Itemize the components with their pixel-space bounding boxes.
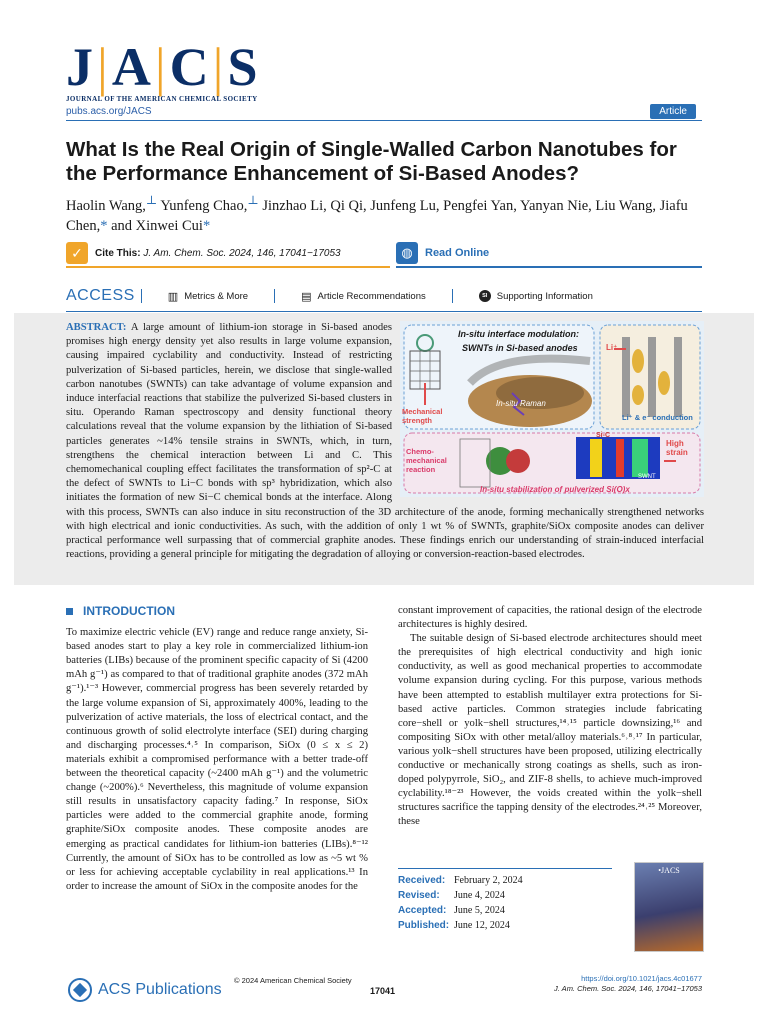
recommendations-label: Article Recommendations <box>317 290 426 302</box>
toc-conduction-label: Li⁺ & e⁻ conduction <box>622 413 693 422</box>
article-type-badge: Article <box>650 104 696 119</box>
intro-paragraph-continued: constant improvement of capacities, the rational design of the electrode architectures is highly desired. <box>398 605 702 631</box>
logo-separator: | <box>154 37 167 97</box>
toc-raman-label: In-situ Raman <box>496 399 546 408</box>
logo-letter-s: S <box>227 37 259 97</box>
author-text: and Xinwei Cui <box>107 217 203 234</box>
toc-chemo-label: Chemo-mechanical reaction <box>406 447 447 474</box>
journal-logo[interactable] <box>66 37 276 103</box>
toc-sic-label: Si-C <box>596 432 610 439</box>
journal-url-link[interactable]: pubs.acs.org/JACS <box>66 106 152 117</box>
footer-doi <box>554 974 702 994</box>
section-heading <box>66 604 368 618</box>
intro-paragraph: To maximize electric vehicle (EV) range and reduce range anxiety, Si-based anodes start to play a key role in commercialized lithium-ion batteries (LIBs) because of the prominent specific capacity of Si (4200 mAh g⁻¹) as compared to that of traditional graphite anodes (372 mAh g⁻¹).¹⁻³ However, commercial progress has been severely retarded by the large volume expansion of Si, approximately 400%, leading to the pulverization of active materials, the loss of electrical contact, and the continuous growth of solid electrolyte interface (SEI) during charging and discharging processes.⁴˒⁵ In comparison, SiOx (0 ≤ x ≤ 2) materials exhibit a compromised performance with a better trade-off between the theoretical capacity (~2400 mAh g⁻¹) and the volumetric change (~200%).⁶ Nevertheless, this magnitude of volume expansion still results in unsatisfactory capacity fading.⁷ In response, SiOx particles were added to the commercial graphite anode, forming graphite/SiOx composite anodes. These composite anodes are emerging as practical candidates for lithium-ion batteries (LIBs).⁸⁻¹² Currently, the amount of SiOx has to be controlled as low as ~5 wt % or less for achieving acceptable cyclability in real applications.¹³ In order to increase the amount of SiOx in the composite anodes for the <box>66 627 368 892</box>
cover-title: •JACS <box>658 866 680 875</box>
document-icon: ▤ <box>301 290 312 303</box>
globe-icon: ◍ <box>396 242 418 264</box>
publication-dates <box>398 868 612 933</box>
received-label: Received: <box>398 875 446 886</box>
access-bar <box>66 285 702 307</box>
logo-subtitle: JOURNAL OF THE AMERICAN CHEMICAL SOCIETY <box>66 95 258 103</box>
doi-link[interactable]: https://doi.org/10.1021/jacs.4c01677 <box>581 974 702 983</box>
metrics-button[interactable] <box>168 290 248 303</box>
checkmark-icon: ✓ <box>66 242 88 264</box>
metrics-label: Metrics & More <box>184 290 249 302</box>
toc-li-ion-label: Li⁺ <box>606 343 618 352</box>
si-icon: SI <box>479 290 491 302</box>
article-title: What Is the Real Origin of Single-Walled Carbon Nanotubes for the Performance Enhancement of Si-Based Anodes? <box>66 138 677 185</box>
abstract <box>66 321 704 562</box>
accepted-date: June 5, 2024 <box>454 905 505 916</box>
toc-bottom-label: In-situ stabilization of pulverized Si(O)x <box>480 485 630 494</box>
header-divider <box>66 120 702 121</box>
revised-label: Revised: <box>398 890 440 901</box>
divider <box>141 289 142 303</box>
divider <box>274 289 275 303</box>
copyright: © 2024 American Chemical Society <box>234 976 352 985</box>
author-text: Haolin Wang, <box>66 197 146 214</box>
publisher-name: ACS Publications <box>98 981 222 998</box>
divider <box>452 289 453 303</box>
logo-letter-a: A <box>111 37 152 97</box>
toc-swnt-label: SWNT <box>638 474 656 480</box>
section-heading-label: INTRODUCTION <box>83 604 175 618</box>
supporting-info-button[interactable] <box>479 290 593 302</box>
toc-heading-line-1: In-situ interface modulation: <box>458 329 580 339</box>
cite-this-bar[interactable] <box>66 240 390 268</box>
section-square-icon <box>66 608 73 615</box>
graphical-abstract-container <box>400 321 704 497</box>
logo-letter-c: C <box>169 37 210 97</box>
logo-separator: | <box>212 37 225 97</box>
graphical-abstract[interactable] <box>400 321 704 497</box>
toc-heading <box>458 327 579 355</box>
access-divider <box>66 311 702 312</box>
intro-paragraph: The suitable design of Si-based electrode architectures should meet the prerequisites of high electrical conductivity and high ionic conductivity, as well as good mechanical properties to accommodate volume expansion during cycling. For this purpose, various methods have been attempted to establish multilayer extra protections for Si-based active particles. Common strategies include fabricating core−shell or yolk−shell structures,¹⁴˒¹⁵ particle downsizing,¹⁶ and compositing SiOx with other metal/alloy materials.⁶˒⁸˒¹⁷ In particular, various yolk−shell structures have been proposed, utilizing electrically conductive or mechanically strong coatings as shells, such as iron-doped polypyrrole, SiO₂, and ZIF-8 shells, to achieve much-improved cyclability.¹⁸⁻²³ However, the voids created within the yolk−shell structures sacrifice the tapping density of the electrodes.²⁴˒²⁵ Moreover, these <box>398 633 702 828</box>
read-online-bar[interactable] <box>396 240 702 268</box>
read-online-link[interactable]: Read Online <box>425 247 490 259</box>
author-text: Yunfeng Chao, <box>157 197 248 214</box>
cite-label: Cite This: <box>95 247 141 259</box>
recommendations-button[interactable] <box>301 290 426 303</box>
accepted-label: Accepted: <box>398 905 447 916</box>
equal-contribution-mark[interactable]: ⊥ <box>145 193 158 207</box>
published-label: Published: <box>398 920 450 931</box>
abstract-label: ABSTRACT: <box>66 322 127 333</box>
citation-ref: J. Am. Chem. Soc. 2024, 146, 17041−17053 <box>143 247 341 259</box>
bar-chart-icon: ▥ <box>167 290 179 303</box>
journal-cover-thumbnail[interactable] <box>634 862 704 952</box>
logo-separator: | <box>97 37 109 97</box>
supporting-info-label: Supporting Information <box>496 290 593 302</box>
received-date: February 2, 2024 <box>454 875 523 886</box>
acs-logo-icon <box>68 978 92 1002</box>
logo-letter-j: J <box>66 37 94 97</box>
footer-journal-ref: J. Am. Chem. Soc. 2024, 146, 17041−17053 <box>554 984 702 993</box>
column-left <box>66 604 368 894</box>
toc-mechanical-label: Mechanical strength <box>402 407 443 425</box>
author-list <box>66 190 706 236</box>
column-right <box>398 604 702 830</box>
abstract-body: A large amount of lithium-ion storage in Si-based anodes promises high energy density yet also results in large volume expansion, causing impaired cyclability and conductivity. Instead of restricting pulverization of Si-based particles, herein, we disclose that single-walled carbon nanotubes (SWNTs) can take advantage of volume expansion and induce interfacial reactions that stabilize the pulverized Si-based clusters in situ. Operando Raman spectroscopy and density functional theory calculations reveal that the volume expansion by the lithiation of Si-based particles generates ~14% tensile strains in SWNTs, which, in turn, strengthens the chemical interaction between Li and C. This chemomechanical coupling effect facilitates the transformation of sp²-C at the defect of SWNTs to Li−C bonds with sp³ hybridization, which also initiates the formation of new Si−C chemical bonds at the interface. Along with this process, SWNTs can also induce in situ reconstruction of the 3D architecture of the anode, forming mechanically strengthened networks with high electrical and ionic conductivities. As such, with the addition of only 1 wt % of SWNTs, graphite/SiOx composite anodes can deliver practical performance well surpassing that of commercial graphite anodes. These findings enrich our understanding of strain-induced interfacial reactions, providing a general principle for mitigating the degradation of alloying or conversion-reaction-based electrodes. <box>66 322 704 561</box>
author-text: Jinzhao Li, Qi Qi, Junfeng Lu, Pengfei Yan, Yanyan Nie, Liu Wang, Jiafu Chen, <box>66 197 688 234</box>
citation <box>95 248 341 259</box>
toc-high-strain-label: High strain <box>666 439 688 457</box>
corresponding-author-mark[interactable]: * <box>100 217 108 234</box>
access-label: ACCESS <box>66 287 135 304</box>
corresponding-author-mark[interactable]: * <box>202 217 211 234</box>
acs-publications-logo[interactable] <box>68 978 222 1002</box>
equal-contribution-mark[interactable]: ⊥ <box>247 193 259 207</box>
page-number: 17041 <box>370 986 396 996</box>
toc-heading-line-2: SWNTs in Si-based anodes <box>462 343 578 354</box>
published-date: June 12, 2024 <box>454 920 510 931</box>
revised-date: June 4, 2024 <box>454 890 505 901</box>
